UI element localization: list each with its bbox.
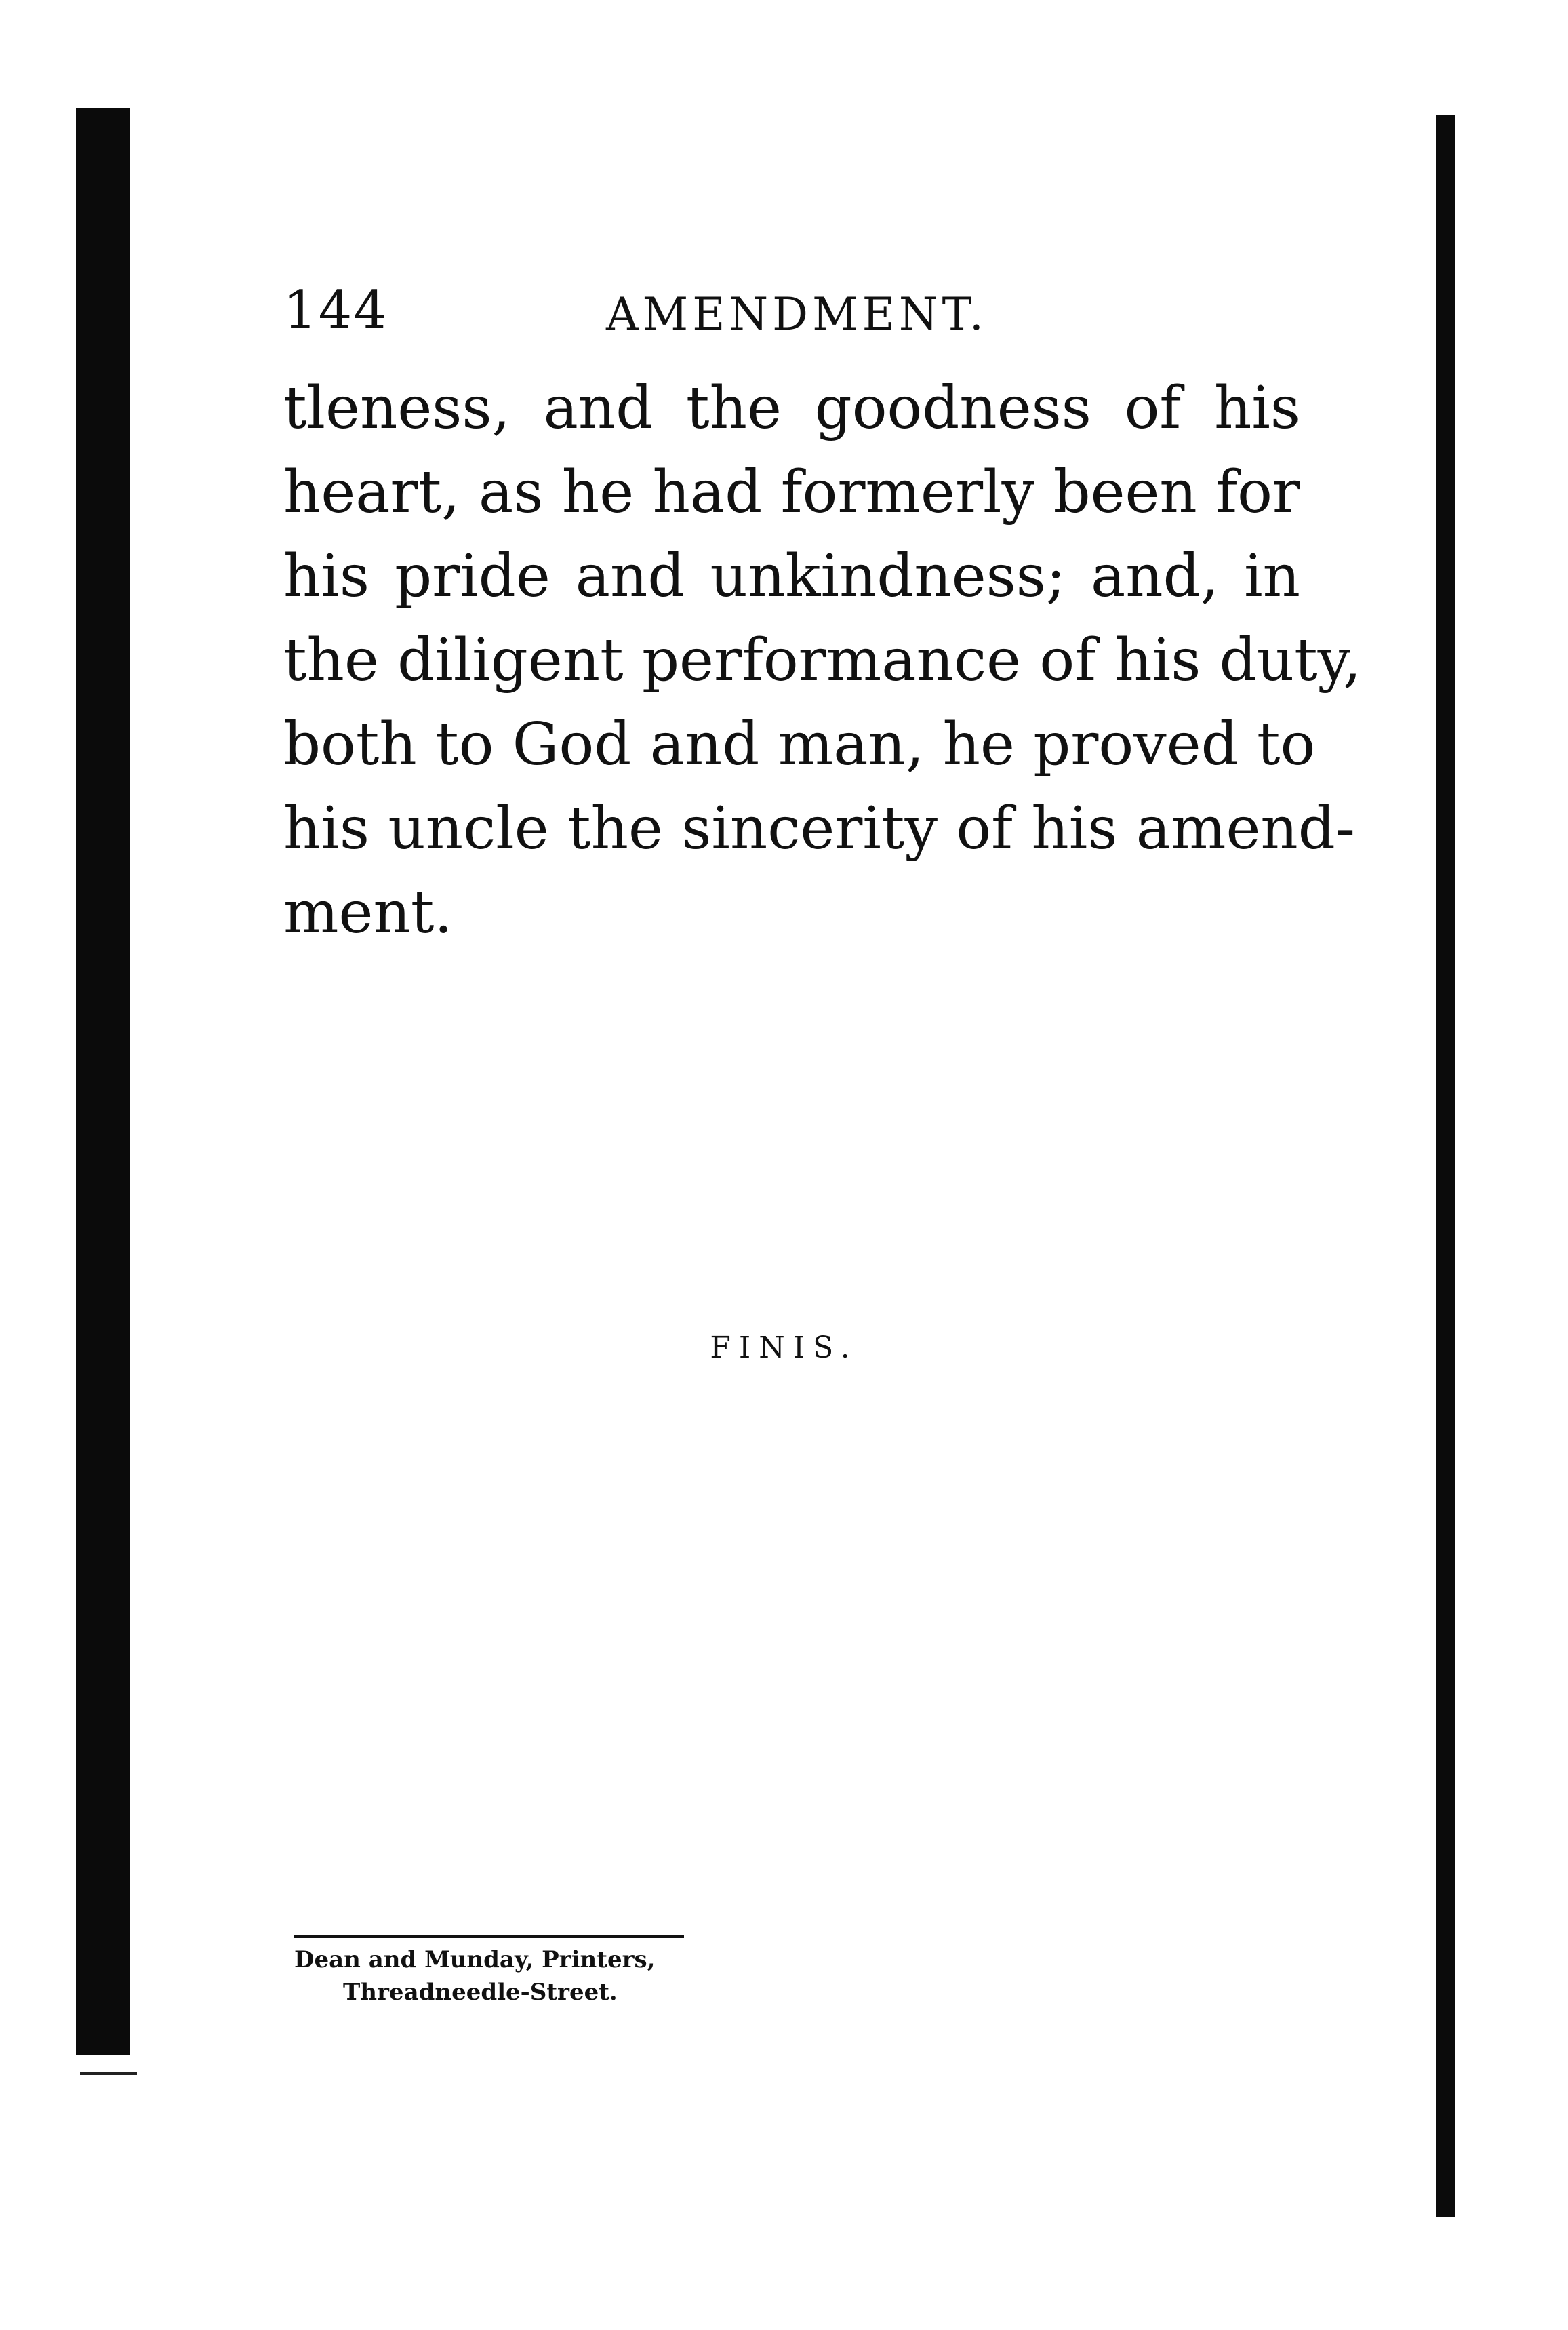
body-paragraph	[283, 366, 1362, 955]
scan-binding-edge-right	[1436, 115, 1455, 2217]
page-header	[283, 277, 1300, 351]
running-title: AMENDMENT.	[606, 288, 988, 340]
imprint-printers: Dean and Munday, Printers,	[294, 1946, 656, 1973]
scan-binding-edge-left	[76, 108, 130, 2055]
text-line: the diligent performance of his duty,	[283, 627, 1362, 694]
finis-label: FINIS.	[710, 1330, 858, 1365]
printer-imprint	[294, 1943, 715, 2009]
text-line: tleness, and the goodness of his	[283, 374, 1300, 442]
page-number: 144	[283, 280, 388, 341]
text-line: his uncle the sincerity of his amend-	[283, 795, 1355, 863]
text-line: both to God and man, he proved to	[283, 711, 1316, 778]
scan-edge-tick	[80, 2072, 137, 2075]
text-line: heart, as he had formerly been for	[283, 458, 1300, 526]
text-line: his pride and unkindness; and, in	[283, 542, 1300, 610]
text-line: ment.	[283, 879, 453, 947]
imprint-rule	[294, 1935, 684, 1938]
imprint-street: Threadneedle-Street.	[343, 1979, 618, 2006]
